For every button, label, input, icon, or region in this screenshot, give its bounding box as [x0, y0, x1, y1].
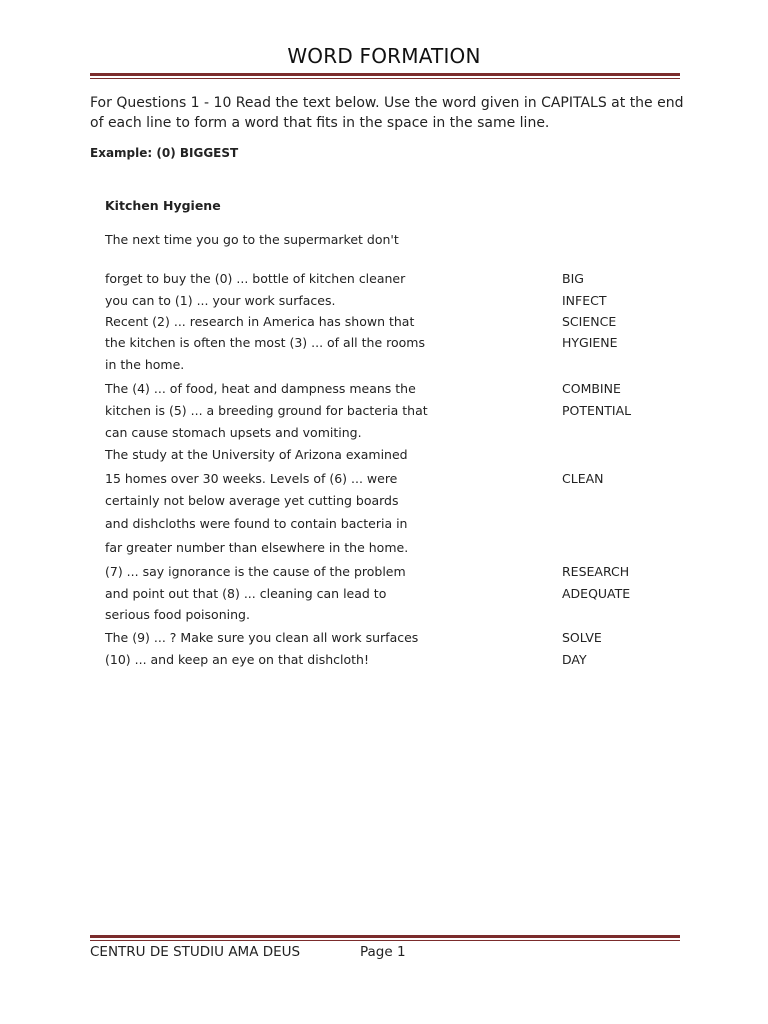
- text-line: the kitchen is often the most (3) ... of all the rooms: [105, 335, 425, 350]
- keyword: BIG: [562, 271, 584, 286]
- bottom-divider: [90, 935, 680, 941]
- page-title: WORD FORMATION: [287, 44, 481, 68]
- example: Example: (0) BIGGEST: [90, 146, 239, 160]
- text-line: in the home.: [105, 357, 185, 372]
- text-line: The (9) ... ? Make sure you clean all work surfaces: [105, 630, 419, 645]
- footer-organization: CENTRU DE STUDIU AMA DEUS: [90, 944, 301, 960]
- text-line: forget to buy the (0) ... bottle of kitchen cleaner: [105, 271, 406, 286]
- intro-line: The next time you go to the supermarket don't: [105, 232, 399, 247]
- text-line: serious food poisoning.: [105, 607, 250, 622]
- keyword: RESEARCH: [562, 564, 630, 579]
- page-number: Page 1: [360, 944, 406, 960]
- keyword: POTENTIAL: [562, 403, 632, 418]
- text-line: and point out that (8) ... cleaning can lead to: [105, 586, 387, 601]
- keyword: CLEAN: [562, 471, 604, 486]
- keyword: DAY: [562, 652, 587, 667]
- text-line: Recent (2) ... research in America has shown that: [105, 314, 415, 329]
- keyword: SOLVE: [562, 630, 602, 645]
- text-line: far greater number than elsewhere in the home.: [105, 540, 409, 555]
- keyword: COMBINE: [562, 381, 621, 396]
- text-line: The (4) ... of food, heat and dampness means the: [105, 381, 416, 396]
- keyword: SCIENCE: [562, 314, 617, 329]
- text-line: kitchen is (5) ... a breeding ground for bacteria that: [105, 403, 428, 418]
- text-line: (10) ... and keep an eye on that dishcloth!: [105, 652, 369, 667]
- text-line: you can to (1) ... your work surfaces.: [105, 293, 336, 308]
- instructions: For Questions 1 - 10 Read the text below. Use the word given in CAPITALS at the end of each line to form a word that fits in the space in the same line.: [90, 95, 684, 131]
- text-line: The study at the University of Arizona examined: [105, 447, 408, 462]
- text-line: can cause stomach upsets and vomiting.: [105, 425, 362, 440]
- top-divider: [90, 73, 680, 79]
- keyword: HYGIENE: [562, 335, 618, 350]
- text-line: and dishcloths were found to contain bacteria in: [105, 516, 408, 531]
- text-line: certainly not below average yet cutting boards: [105, 493, 399, 508]
- keyword: ADEQUATE: [562, 586, 631, 601]
- text-line: 15 homes over 30 weeks. Levels of (6) ... were: [105, 471, 398, 486]
- text-heading: Kitchen Hygiene: [105, 198, 221, 213]
- keyword: INFECT: [562, 293, 607, 308]
- text-line: (7) ... say ignorance is the cause of the problem: [105, 564, 406, 579]
